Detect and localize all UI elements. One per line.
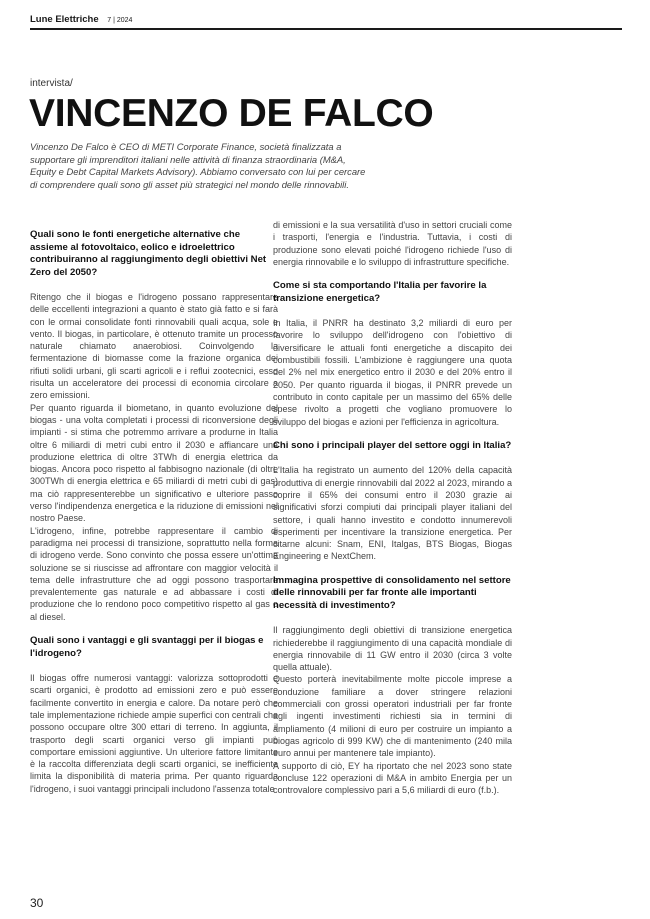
- page-number: 30: [30, 896, 44, 910]
- answer-5-paragraph-2: Questo porterà inevitabilmente molte piccole imprese a conduzione familiare a dover stringere relazioni commerciali con grossi operatori industriali per far fronte agli ingenti investimenti richiesti sia in termini di ampliamento (4 milioni di euro per costruire un impianto a biogas agricolo di 999 KW) che di mantenimento (240 mila euro annui per mantenere tale impianto).: [273, 674, 512, 759]
- answer-5-paragraph-1: Il raggiungimento degli obiettivi di transizione energetica richiederebbe il raggiungimento di una capacità mondiale di energia rinnovabile di 11 GW entro il 2030 (circa 3 volte quella attuale).: [273, 625, 512, 673]
- question-2: Quali sono i vantaggi e gli svantaggi per il biogas e l'idrogeno?: [30, 635, 264, 659]
- answer-5-paragraph-3: A supporto di ciò, EY ha riportato che nel 2023 sono state concluse 122 operazioni di M&A in ambito Energia per un controvalore complessivo pari a 5,6 miliardi di euro (f.b.).: [273, 760, 512, 796]
- answer-3-paragraph-1: In Italia, il PNRR ha destinato 3,2 miliardi di euro per favorire lo sviluppo dell'idrogeno con l'obiettivo di diversificare le attuali fonti energetiche a discapito dei combustibili fossili. L'ambizione è raggiungere una quota del 2% nel mix energetico entro il 2030 e del 20% entro il 2050. Per quanto riguarda il biogas, il PNRR prevede un contributo in conto capitale per un massimo del 65% delle spese rivolto a progetti che vogliano promuovere lo sviluppo del biogas e azioni per l'efficienza in agricoltura.: [273, 318, 512, 427]
- answer-2-paragraph-1: Il biogas offre numerosi vantaggi: valorizza sottoprodotti e scarti organici, è prodotto ad emissioni zero e può essere facilmente convertito in energia e calore. Da notare però che tale implementazione richiede ampie superfici con centrali che possono occupare oltre 300 ettari di terreno. In aggiunta, il trasporto degli scarti organici verso gli impianti può comportare emissioni aggiuntive. Un ulteriore fattore limitante è la raccolta differenziata degli scarti organici, se inefficiente limita la disponibilità di materia prima. Per quanto riguarda l'idrogeno, i suoi vantaggi principali includono l'assenza totale: [30, 673, 278, 794]
- question-3: Come si sta comportando l'Italia per favorire la transizione energetica?: [273, 280, 487, 304]
- right-column: [273, 219, 512, 796]
- article-intro: Vincenzo De Falco è CEO di METI Corporate Finance, società finalizzata a supportare gli imprenditori italiani nelle attività di finanza straordinaria (M&A, Equity e Debt Capital Markets Advisory). Abbiamo conversato con lui per cercare di comprendere quali sono gli asset più strategici nel mondo delle rinnovabili.: [30, 141, 366, 190]
- article-title: VINCENZO DE FALCO: [29, 92, 434, 135]
- section-kicker: intervista/: [30, 78, 73, 89]
- question-5: Immagina prospettive di consolidamento nel settore delle rinnovabili per far fronte alle importanti necessità di investimento?: [273, 574, 511, 611]
- answer-1-paragraph-1: Ritengo che il biogas e l'idrogeno possano rappresentare delle eccellenti integrazioni a quanto è stato già fatto e si farà con le ormai consolidate fonti rinnovabili quali acqua, sole e vento. Il biogas, in particolare, è ottenuto tramite un processo naturale chiamato anaerobiosi. Coinvolgendo la fermentazione di biomasse come la frazione organica dei rifiuti solidi urbani, gli scarti agricoli e i reflui zootecnici, esso risulta un acceleratore dei processi di economia circolare a zero emissioni.: [30, 292, 278, 401]
- magazine-name: Lune Elettriche: [30, 14, 99, 25]
- answer-1-paragraph-2: Per quanto riguarda il biometano, in quanto evoluzione del biogas - una volta completati i processi di riconversione degli impianti - si stima che potremmo arrivare a produrne in Italia oltre 6 miliardi di metri cubi entro il 2030 e affiancare una produzione elettrica di oltre 3TWh di energia elettrica da biogas. Ancora poco rispetto al fabbisogno nazionale (di oltre 300TWh di energia elettrica e 65 miliardi di metri cubi di gas) ma ciò rappresenterebbe un significativo e ulteriore passo verso l'indipendenza energetica e la riduzione di emissioni nel nostro Paese.: [30, 402, 278, 524]
- question-1: Quali sono le fonti energetiche alternative che assieme al fotovoltaico, eolico e idroelettrico contribuiranno al raggiungimento degli obiettivi Net Zero del 2050?: [30, 229, 267, 278]
- answer-4-paragraph-1: L'Italia ha registrato un aumento del 120% della capacità produttiva di energie rinnovabili dal 2022 al 2023, mirando a coprire il 65% dei consumi entro il 2030 grazie ai significativi sforzi compiuti dai principali player italiani del settore, i quali hanno investito e condotto innumerevoli esperimenti per incentivare la transizione energetica. Per citarne alcuni: Snam, ENI, Italgas, BTS Biogas, Biogas Engineering e NextChem.: [273, 465, 512, 562]
- question-4: Chi sono i principali player del settore oggi in Italia?: [273, 439, 512, 451]
- masthead: [30, 14, 622, 30]
- issue-number: 7 | 2024: [107, 17, 133, 24]
- left-column: [30, 229, 278, 795]
- answer-1-paragraph-3: L'idrogeno, infine, potrebbe rappresentare il cambio di paradigma nei processi di transizione, soprattutto nella forma di idrogeno verde. Sono convinto che possa essere un'ottima soluzione se si riuscisse ad affrontare con maggior velocità il tema delle infrastrutture che ad oggi possono trasportare prevalentemente gas naturale e ad abbassare i costi di produzione che lo rendono poco competitivo rispetto al gas o al diesel.: [30, 525, 278, 622]
- answer-2-continued: di emissioni e la sua versatilità d'uso in settori cruciali come i trasporti, l'energia e l'industria. Tuttavia, i costi di produzione sono elevati poiché l'idrogeno richiede l'uso di energia rinnovabile e lo sviluppo di infrastrutture specifiche.: [273, 220, 512, 267]
